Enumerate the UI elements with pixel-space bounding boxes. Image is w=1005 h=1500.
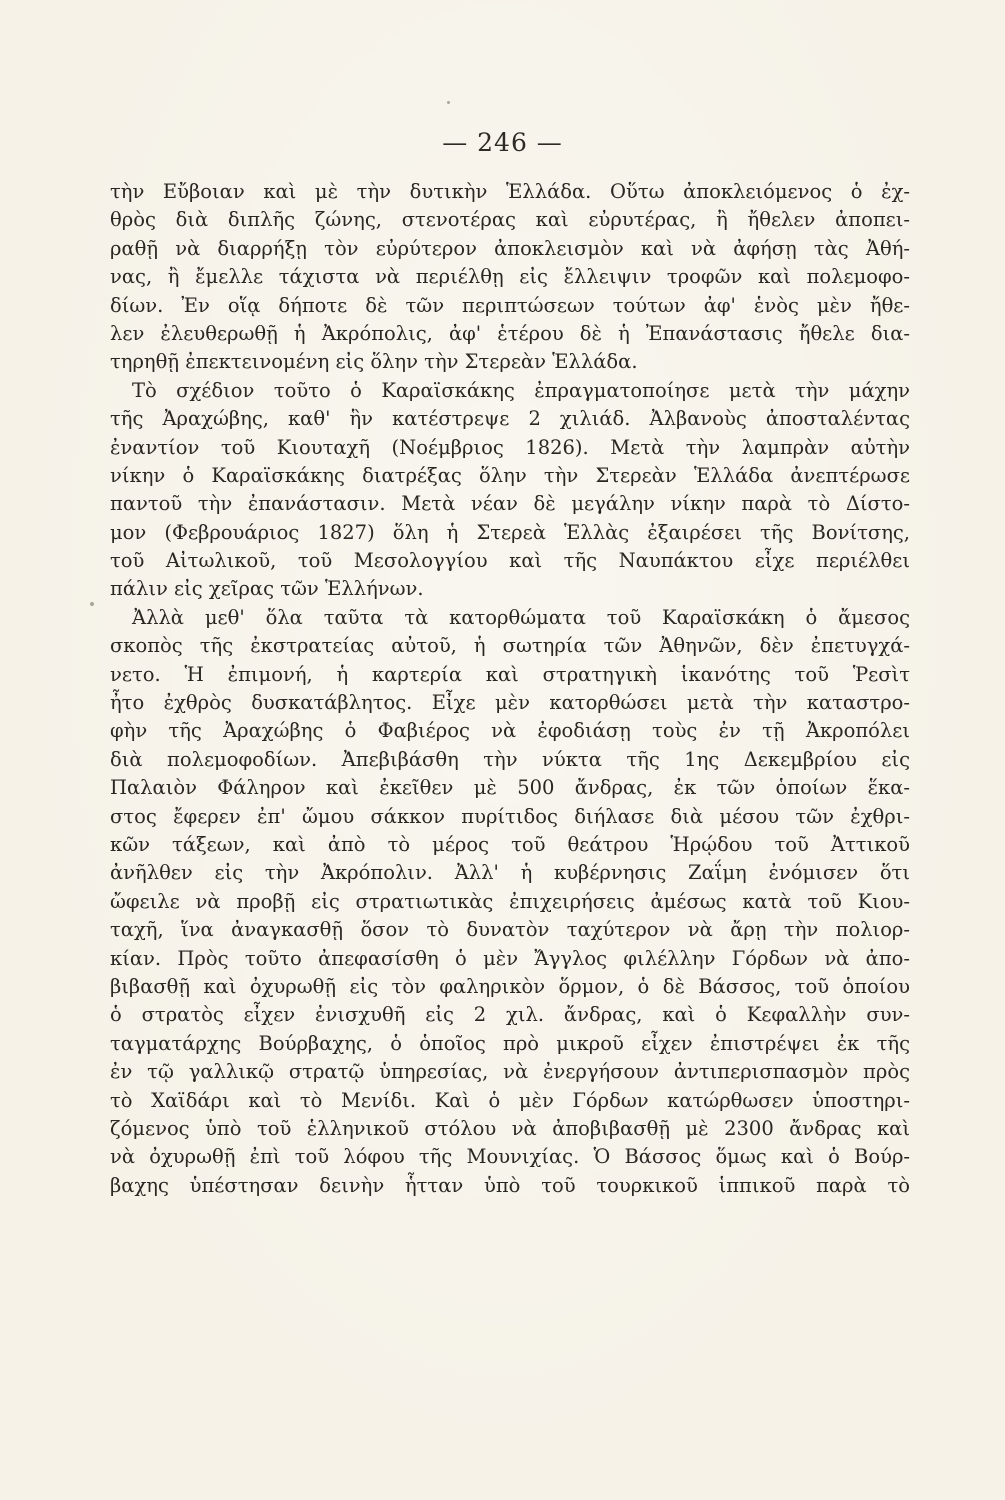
text-line: διὰ πολεμοφοδίων. Ἀπεβιβάσθη τὴν νύκτα τῆς 1ης Δεκεμβρίου εἰς — [110, 747, 910, 771]
text-line: τῆς Ἀραχώβης, καθ' ἣν κατέστρεψε 2 χιλιάδ. Ἀλβανοὺς ἀποσταλέντας — [110, 407, 910, 431]
text-line: νὰ ὀχυρωθῇ ἐπὶ τοῦ λόφου τῆς Μουνιχίας. Ὁ Βάσσος ὅμως καὶ ὁ Βούρ- — [110, 1145, 910, 1169]
paragraph-1 — [110, 178, 910, 377]
text-line: παντοῦ τὴν ἐπανάστασιν. Μετὰ νέαν δὲ μεγάλην νίκην παρὰ τὸ Δίστο- — [110, 492, 910, 516]
text-line: νας, ἢ ἔμελλε τάχιστα νὰ περιέλθῃ εἰς ἔλλειψιν τροφῶν καὶ πολεμοφο- — [110, 265, 910, 289]
text-line: ὁ στρατὸς εἶχεν ἐνισχυθῆ εἰς 2 χιλ. ἄνδρας, καὶ ὁ Κεφαλλὴν συν- — [110, 1003, 910, 1027]
text-line: ἐν τῷ γαλλικῷ στρατῷ ὑπηρεσίας, νὰ ἐνεργήσουν ἀντιπερισπασμὸν πρὸς — [110, 1060, 910, 1084]
text-line: Τὸ σχέδιον τοῦτο ὁ Καραϊσκάκης ἐπραγματοποίησε μετὰ τὴν μάχην — [132, 378, 910, 402]
text-line: Παλαιὸν Φάληρον καὶ ἐκεῖθεν μὲ 500 ἄνδρας, ἐκ τῶν ὁποίων ἕκα- — [110, 776, 910, 800]
text-line: Ἀλλὰ μεθ' ὅλα ταῦτα τὰ κατορθώματα τοῦ Καραϊσκάκη ὁ ἄμεσος — [132, 605, 910, 629]
text-line: τηρηθῇ ἐπεκτεινομένη εἰς ὅλην τὴν Στερεὰν Ἑλλάδα. — [110, 350, 638, 374]
text-line: ἀνῆλθεν εἰς τὴν Ἀκρόπολιν. Ἀλλ' ἡ κυβέρνησις Ζαΐμη ἐνόμισεν ὅτι — [110, 861, 910, 885]
text-line: στος ἔφερεν ἐπ' ὤμου σάκκον πυρίτιδος διήλασε διὰ μέσου τῶν ἐχθρι- — [110, 804, 910, 828]
text-line: ταχῆ, ἵνα ἀναγκασθῇ ὅσον τὸ δυνατὸν ταχύτερον νὰ ἄρῃ τὴν πολιορ- — [110, 918, 910, 942]
text-line: θρὸς διὰ διπλῆς ζώνης, στενοτέρας καὶ εὐρυτέρας, ἢ ἤθελεν ἀποπει- — [110, 208, 910, 232]
text-line: νετο. Ἡ ἐπιμονή, ἡ καρτερία καὶ στρατηγικὴ ἱκανότης τοῦ Ῥεσὶτ — [110, 662, 910, 686]
ink-speck — [90, 602, 94, 606]
paragraph-3 — [110, 604, 910, 1200]
text-line: ἦτο ἐχθρὸς δυσκατάβλητος. Εἶχε μὲν κατορθώσει μετὰ τὴν καταστρο- — [110, 691, 910, 715]
text-line: βαχης ὑπέστησαν δεινὴν ἧτταν ὑπὸ τοῦ τουρκικοῦ ἱππικοῦ παρὰ τὸ — [110, 1173, 910, 1197]
text-line: φὴν τῆς Ἀραχώβης ὁ Φαβιέρος νὰ ἐφοδιάσῃ τοὺς ἐν τῇ Ἀκροπόλει — [110, 719, 910, 743]
text-line: τὴν Εὔβοιαν καὶ μὲ τὴν δυτικὴν Ἑλλάδα. Οὕτω ἀποκλειόμενος ὁ ἐχ- — [110, 180, 910, 203]
page-number: — 246 — — [442, 128, 563, 157]
text-line: βιβασθῇ καὶ ὀχυρωθῇ εἰς τὸν φαληρικὸν ὅρμον, ὁ δὲ Βάσσος, τοῦ ὁποίου — [110, 974, 910, 998]
text-line: τὸ Χαϊδάρι καὶ τὸ Μενίδι. Καὶ ὁ μὲν Γόρδων κατώρθωσεν ὑποστηρι- — [110, 1088, 910, 1112]
paragraph-2 — [110, 377, 910, 604]
ink-speck — [447, 101, 450, 104]
body-text — [110, 178, 910, 1200]
text-line: τοῦ Αἰτωλικοῦ, τοῦ Μεσολογγίου καὶ τῆς Ναυπάκτου εἶχε περιέλθει — [110, 549, 910, 573]
text-line: δίων. Ἐν οἵᾳ δήποτε δὲ τῶν περιπτώσεων τούτων ἀφ' ἑνὸς μὲν ἤθε- — [110, 293, 910, 317]
text-line: κίαν. Πρὸς τοῦτο ἀπεφασίσθη ὁ μὲν Ἄγγλος φιλέλλην Γόρδων νὰ ἀπο- — [110, 946, 910, 970]
text-line: μον (Φεβρουάριος 1827) ὅλη ἡ Στερεὰ Ἑλλὰς ἐξαιρέσει τῆς Βονίτσης, — [110, 520, 910, 544]
text-line: ραθῇ νὰ διαρρήξῃ τὸν εὐρύτερον ἀποκλεισμὸν καὶ νὰ ἀφήσῃ τὰς Ἀθή- — [110, 236, 910, 260]
text-line: ταγματάρχης Βούρβαχης, ὁ ὁποῖος πρὸ μικροῦ εἶχεν ἐπιστρέψει ἐκ τῆς — [110, 1031, 910, 1055]
text-line: κῶν τάξεων, καὶ ἀπὸ τὸ μέρος τοῦ θεάτρου Ἡρῴδου τοῦ Ἀττικοῦ — [110, 832, 910, 856]
text-line: νίκην ὁ Καραϊσκάκης διατρέξας ὅλην τὴν Στερεὰν Ἑλλάδα ἀνεπτέρωσε — [110, 463, 910, 487]
text-line: ὤφειλε νὰ προβῇ εἰς στρατιωτικὰς ἐπιχειρήσεις ἀμέσως κατὰ τοῦ Κιου- — [110, 889, 910, 913]
text-line: ζόμενος ὑπὸ τοῦ ἑλληνικοῦ στόλου νὰ ἀποβιβασθῇ μὲ 2300 ἄνδρας καὶ — [110, 1116, 910, 1140]
text-line: ἐναντίον τοῦ Κιουταχῆ (Νοέμβριος 1826). Μετὰ τὴν λαμπρὰν αὐτὴν — [110, 435, 910, 459]
text-line: πάλιν εἰς χεῖρας τῶν Ἑλλήνων. — [110, 577, 424, 601]
text-line: σκοπὸς τῆς ἐκστρατείας αὐτοῦ, ἡ σωτηρία τῶν Ἀθηνῶν, δὲν ἐπετυγχά- — [110, 634, 910, 658]
text-line: λεν ἐλευθερωθῇ ἡ Ἀκρόπολις, ἀφ' ἑτέρου δὲ ἡ Ἐπανάστασις ἤθελε δια- — [110, 321, 910, 345]
